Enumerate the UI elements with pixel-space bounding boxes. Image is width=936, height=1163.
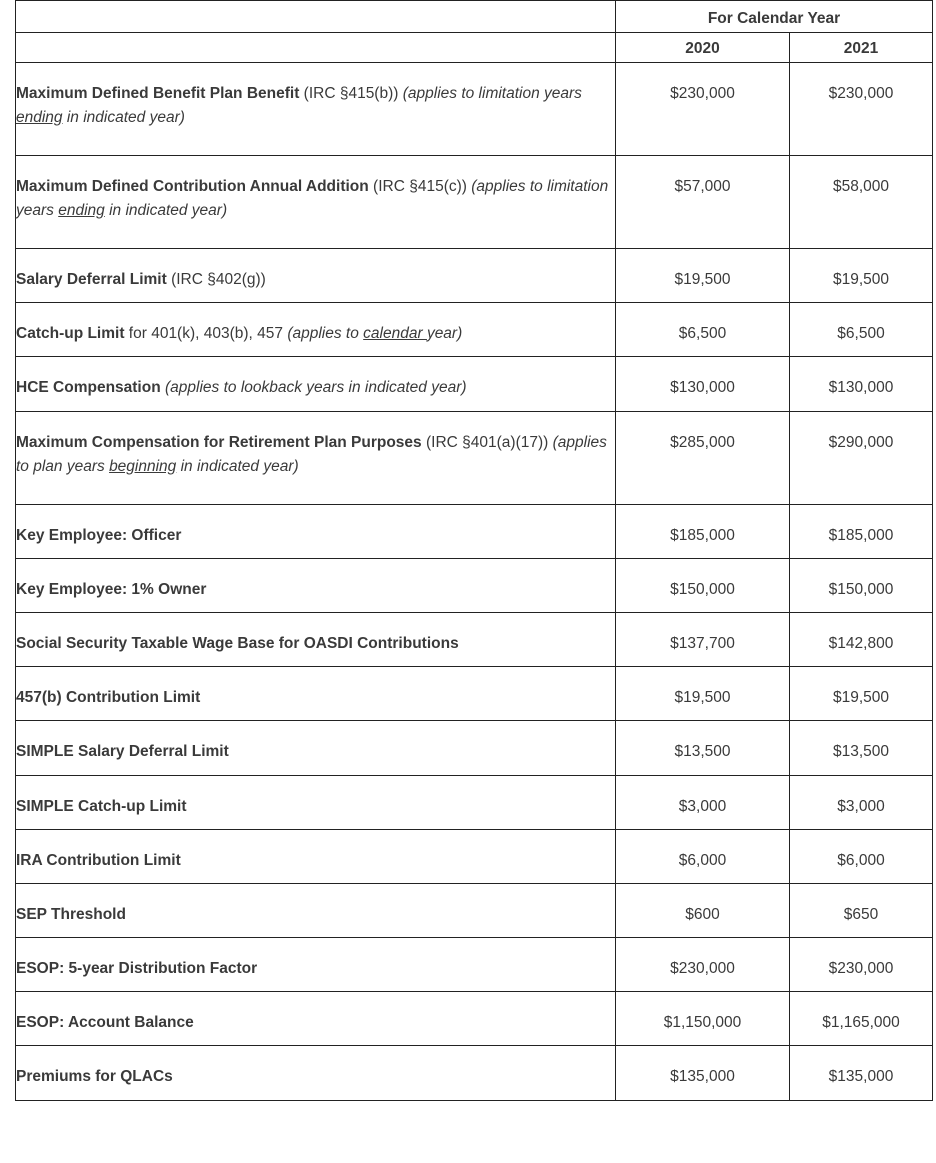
row-label-underline: calendar	[363, 325, 427, 343]
row-label-underline: ending	[16, 109, 63, 126]
value-2020: $230,000	[670, 960, 735, 978]
row-label-cell	[16, 775, 616, 829]
row-label-cell	[16, 992, 616, 1046]
value-2020: $185,000	[670, 526, 735, 544]
value-2020: $19,500	[674, 271, 731, 288]
row-label-cell	[16, 938, 616, 992]
row-label-cell	[16, 411, 616, 504]
row-label-bold: SEP Threshold	[16, 905, 126, 923]
header-empty-cell	[16, 1, 616, 33]
row-label-normal: (IRC §415(c))	[368, 178, 472, 195]
header-group-label: For Calendar Year	[707, 10, 841, 27]
value-2020-cell	[616, 883, 790, 937]
table-row	[16, 721, 933, 775]
retirement-plan-limits-table	[15, 0, 933, 1101]
value-2020: $285,000	[670, 433, 735, 451]
value-2020: $3,000	[678, 797, 727, 815]
value-2021-cell	[790, 721, 933, 775]
value-2020-cell	[616, 612, 790, 666]
value-2021: $150,000	[828, 580, 894, 598]
row-label-italic: year)	[426, 325, 463, 343]
table-row	[16, 411, 933, 504]
value-2021-cell	[790, 883, 933, 937]
value-2021-cell	[790, 357, 933, 411]
row-label-cell	[16, 357, 616, 411]
row-label-cell	[16, 667, 616, 721]
value-2021-cell	[790, 938, 933, 992]
value-2021: $13,500	[832, 743, 890, 761]
row-label-italic: (applies to limitation years	[16, 178, 609, 219]
value-2021: $3,000	[837, 797, 885, 815]
row-label-cell	[16, 1046, 616, 1100]
value-2021: $135,000	[828, 1068, 894, 1086]
header-year-cell	[616, 33, 790, 63]
value-2021: $6,000	[837, 851, 885, 869]
row-label-bold: ESOP: 5-year Distribution Factor	[16, 960, 258, 978]
row-label-bold: Key Employee: 1% Owner	[16, 580, 207, 598]
value-2021-cell	[790, 775, 933, 829]
table-row	[16, 63, 933, 156]
value-2021-cell	[790, 1046, 933, 1100]
value-2021-cell	[790, 156, 933, 249]
table-row	[16, 612, 933, 666]
row-label-cell	[16, 249, 616, 303]
header-group-cell	[616, 1, 933, 33]
row-label-bold: Maximum Compensation for Retirement Plan Purposes	[16, 433, 422, 451]
value-2020-cell	[616, 829, 790, 883]
value-2020-cell	[616, 303, 790, 357]
table-row	[16, 504, 933, 558]
value-2021: $185,000	[828, 526, 894, 544]
value-2020-cell	[616, 357, 790, 411]
value-2020: $137,700	[670, 634, 735, 652]
value-2020-cell	[616, 992, 790, 1046]
value-2020: $230,000	[670, 85, 735, 102]
header-year-2020: 2020	[685, 40, 720, 57]
table-row	[16, 829, 933, 883]
header-year-2021: 2021	[843, 40, 879, 57]
row-label-bold: Premiums for QLACs	[16, 1068, 173, 1086]
row-label-bold: Maximum Defined Benefit Plan Benefit	[16, 85, 300, 102]
value-2021: $142,800	[828, 634, 894, 652]
row-label-bold: 457(b) Contribution Limit	[16, 689, 201, 707]
row-label-bold: Catch-up Limit	[16, 325, 125, 343]
value-2020-cell	[616, 504, 790, 558]
row-label-italic: in indicated year)	[62, 109, 185, 126]
table-row	[16, 303, 933, 357]
value-2020-cell	[616, 63, 790, 156]
value-2020: $130,000	[670, 379, 735, 397]
value-2020: $13,500	[674, 743, 731, 761]
table-row	[16, 156, 933, 249]
value-2020: $150,000	[670, 580, 735, 598]
value-2021-cell	[790, 829, 933, 883]
row-label-underline: beginning	[109, 457, 177, 475]
value-2021: $230,000	[828, 960, 894, 978]
value-2020-cell	[616, 938, 790, 992]
row-label-bold: Salary Deferral Limit	[16, 271, 167, 288]
table-row	[16, 775, 933, 829]
table-row	[16, 992, 933, 1046]
value-2020: $1,150,000	[663, 1014, 742, 1032]
value-2020-cell	[616, 249, 790, 303]
row-label-italic: (applies to lookback years in indicated year)	[165, 379, 467, 397]
value-2020: $6,000	[678, 851, 727, 869]
row-label-underline: ending	[58, 202, 105, 219]
header-year-cell	[790, 33, 933, 63]
row-label-cell	[16, 721, 616, 775]
table-row	[16, 667, 933, 721]
value-2021-cell	[790, 992, 933, 1046]
row-label-cell	[16, 504, 616, 558]
row-label-normal: (IRC §401(a)(17))	[421, 433, 553, 451]
value-2021: $19,500	[832, 271, 890, 288]
value-2021-cell	[790, 667, 933, 721]
value-2021-cell	[790, 504, 933, 558]
header-empty-cell	[16, 33, 616, 63]
row-label-cell	[16, 156, 616, 249]
row-label-cell	[16, 303, 616, 357]
row-label-italic: (applies to plan years	[16, 433, 607, 475]
row-label-italic: (applies to limitation years	[402, 85, 582, 102]
value-2021: $650	[843, 905, 879, 923]
value-2020: $57,000	[674, 178, 731, 195]
row-label-cell	[16, 558, 616, 612]
row-label-cell	[16, 612, 616, 666]
value-2020-cell	[616, 1046, 790, 1100]
value-2021-cell	[790, 303, 933, 357]
row-label-normal: (IRC §402(g))	[166, 271, 266, 288]
table-row	[16, 558, 933, 612]
header-row-years	[16, 33, 933, 63]
value-2020: $6,500	[678, 325, 727, 343]
value-2020-cell	[616, 775, 790, 829]
value-2020-cell	[616, 156, 790, 249]
value-2020-cell	[616, 667, 790, 721]
value-2021-cell	[790, 411, 933, 504]
value-2021: $58,000	[832, 178, 890, 195]
value-2020-cell	[616, 721, 790, 775]
value-2020: $600	[685, 905, 720, 923]
value-2021: $6,500	[837, 325, 885, 343]
value-2021: $290,000	[828, 433, 894, 451]
table-row	[16, 938, 933, 992]
row-label-bold: SIMPLE Salary Deferral Limit	[16, 743, 229, 761]
value-2020-cell	[616, 558, 790, 612]
table-row	[16, 1046, 933, 1100]
row-label-italic: in indicated year)	[176, 457, 299, 475]
value-2020-cell	[616, 411, 790, 504]
row-label-italic: (applies to	[287, 325, 364, 343]
value-2021-cell	[790, 249, 933, 303]
row-label-italic: in indicated year)	[104, 202, 228, 219]
row-label-cell	[16, 883, 616, 937]
table-row	[16, 357, 933, 411]
value-2020: $19,500	[674, 689, 731, 707]
value-2021-cell	[790, 558, 933, 612]
row-label-cell	[16, 63, 616, 156]
row-label-bold: ESOP: Account Balance	[16, 1014, 194, 1032]
header-row-group	[16, 1, 933, 33]
row-label-bold: Maximum Defined Contribution Annual Addition	[16, 178, 369, 195]
value-2021-cell	[790, 63, 933, 156]
row-label-bold: IRA Contribution Limit	[16, 851, 181, 869]
value-2020: $135,000	[670, 1068, 735, 1086]
row-label-normal: (IRC §415(b))	[299, 85, 403, 102]
value-2021: $1,165,000	[822, 1014, 900, 1032]
row-label-normal: for 401(k), 403(b), 457	[124, 325, 288, 343]
row-label-bold: HCE Compensation	[16, 379, 161, 397]
row-label-cell	[16, 829, 616, 883]
value-2021: $130,000	[828, 379, 894, 397]
row-label-bold: Key Employee: Officer	[16, 526, 182, 544]
value-2021: $230,000	[828, 85, 894, 102]
value-2021-cell	[790, 612, 933, 666]
row-label-bold: Social Security Taxable Wage Base for OASDI Contributions	[16, 634, 459, 652]
table-row	[16, 249, 933, 303]
row-label-bold: SIMPLE Catch-up Limit	[16, 797, 187, 815]
table-row	[16, 883, 933, 937]
value-2021: $19,500	[832, 689, 890, 707]
